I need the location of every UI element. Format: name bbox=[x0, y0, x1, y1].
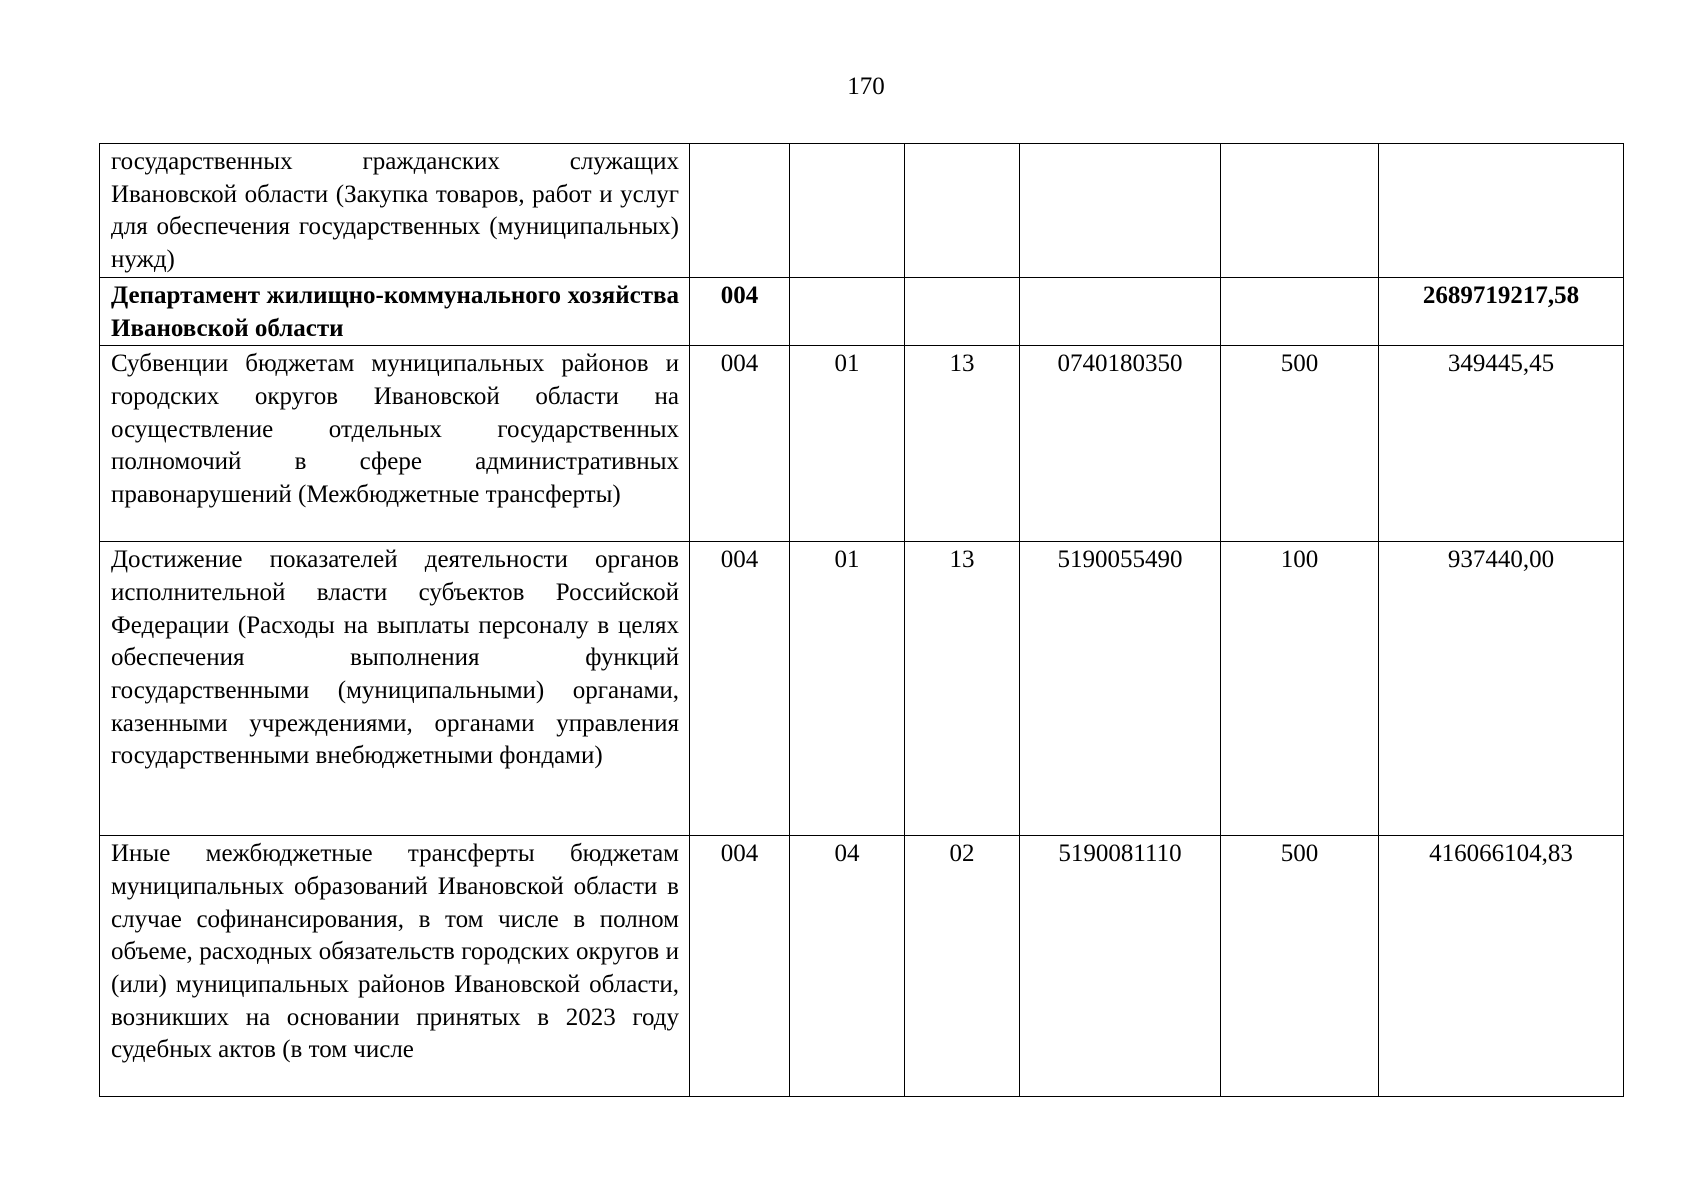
department-title: Департамент жилищно-коммунального хозяйства Ивановской области bbox=[100, 277, 690, 345]
section-code: 04 bbox=[790, 836, 905, 1097]
target-article-code: 0740180350 bbox=[1020, 346, 1221, 542]
expense-type-code bbox=[1221, 277, 1379, 345]
section-code: 01 bbox=[790, 346, 905, 542]
subsection-code bbox=[905, 144, 1020, 278]
expense-type-code bbox=[1221, 144, 1379, 278]
expense-type-code: 500 bbox=[1221, 346, 1379, 542]
section-code: 01 bbox=[790, 542, 905, 836]
expense-type-code: 500 bbox=[1221, 836, 1379, 1097]
ministry-code: 004 bbox=[690, 542, 790, 836]
amount: 349445,45 bbox=[1379, 346, 1624, 542]
table-row bbox=[100, 836, 1624, 1097]
row-description: государственных гражданских служащих Ивановской области (Закупка товаров, работ и услуг для обеспечения государственных (муниципальных) нужд) bbox=[100, 144, 690, 278]
ministry-code: 004 bbox=[690, 836, 790, 1097]
table-row-department bbox=[100, 277, 1624, 345]
department-total-amount: 2689719217,58 bbox=[1379, 277, 1624, 345]
row-description: Иные межбюджетные трансферты бюджетам муниципальных образований Ивановской области в случае софинансирования, в том числе в полном объеме, расходных обязательств городских округов и (или) муниципальных районов Ивановской области, возникших на основании принятых в 2023 году судебных актов (в том числе bbox=[100, 836, 690, 1097]
ministry-code: 004 bbox=[690, 277, 790, 345]
row-description: Достижение показателей деятельности органов исполнительной власти субъектов Российской Федерации (Расходы на выплаты персоналу в целях обеспечения выполнения функций государственными (муниципальными) органами, казенными учреждениями, органами управления государственными внебюджетными фондами) bbox=[100, 542, 690, 836]
amount: 416066104,83 bbox=[1379, 836, 1624, 1097]
amount bbox=[1379, 144, 1624, 278]
ministry-code bbox=[690, 144, 790, 278]
subsection-code: 13 bbox=[905, 542, 1020, 836]
target-article-code bbox=[1020, 277, 1221, 345]
table-row bbox=[100, 346, 1624, 542]
expense-type-code: 100 bbox=[1221, 542, 1379, 836]
page-number: 170 bbox=[847, 73, 885, 100]
section-code bbox=[790, 277, 905, 345]
table-row bbox=[100, 144, 1624, 278]
subsection-code: 13 bbox=[905, 346, 1020, 542]
target-article-code: 5190081110 bbox=[1020, 836, 1221, 1097]
table-row bbox=[100, 542, 1624, 836]
target-article-code: 5190055490 bbox=[1020, 542, 1221, 836]
subsection-code bbox=[905, 277, 1020, 345]
row-description: Субвенции бюджетам муниципальных районов и городских округов Ивановской области на осуществление отдельных государственных полномочий в сфере административных правонарушений (Межбюджетные трансферты) bbox=[100, 346, 690, 542]
section-code bbox=[790, 144, 905, 278]
budget-table bbox=[99, 143, 1624, 1097]
amount: 937440,00 bbox=[1379, 542, 1624, 836]
target-article-code bbox=[1020, 144, 1221, 278]
ministry-code: 004 bbox=[690, 346, 790, 542]
subsection-code: 02 bbox=[905, 836, 1020, 1097]
